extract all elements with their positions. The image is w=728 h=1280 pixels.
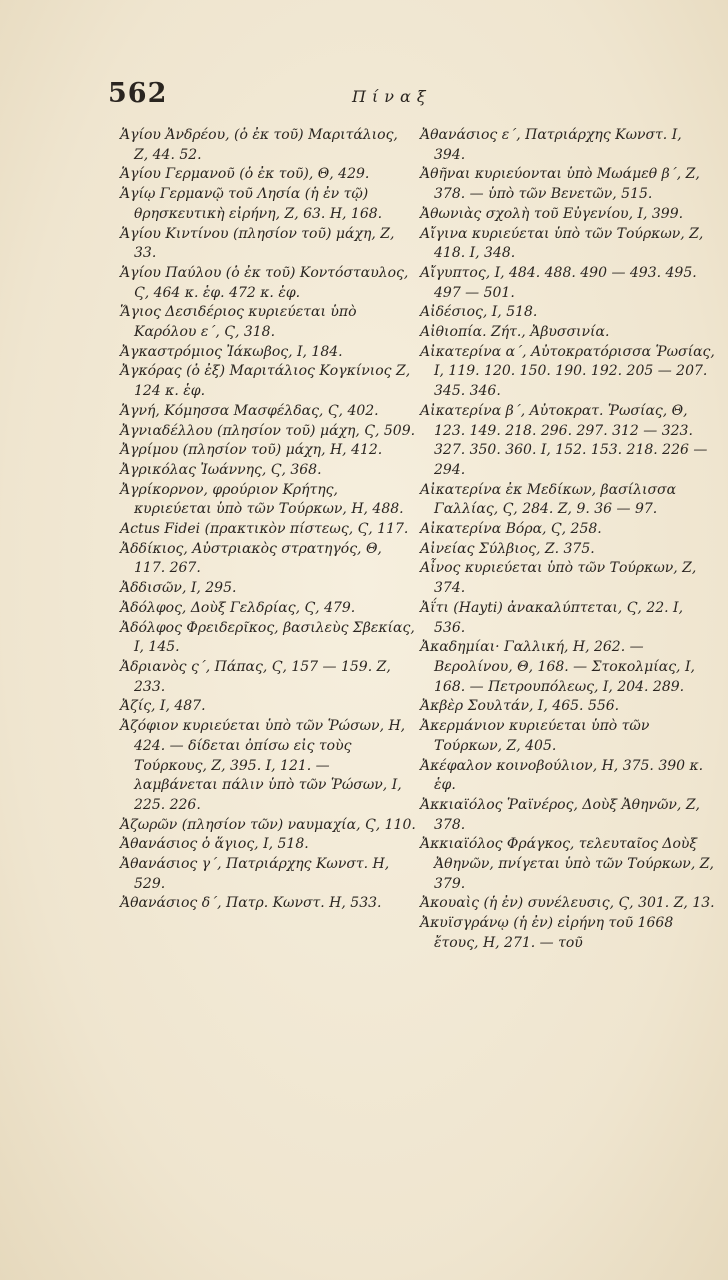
index-entry: Αἴγυπτος, Ι, 484. 488. 490 — 493. 495. 497 — 501. — [420, 264, 697, 301]
index-entry: Ἀθωνιὰς σχολὴ τοῦ Εὐγενίου, Ι, 399. — [420, 205, 684, 222]
index-entry: Ἁγίου Ἀνδρέου, (ὁ ἐκ τοῦ) Μαριτάλιος, Ζ, 44. 52. — [120, 127, 398, 163]
index-entry: Ἀδόλφος Φρειδερῖκος, βασιλεὺς Σβεκίας, Ι, 145. — [120, 619, 415, 656]
index-entry: Actus Fidei (πρακτικὸν πίστεως, Ϛ, 117. — [120, 521, 409, 538]
index-entry: Αἴγινα κυριεύεται ὑπὸ τῶν Τούρκων, Ζ, 418. Ι, 348. — [420, 225, 704, 262]
index-entry: Ἀκερμάνιον κυριεύεται ὑπὸ τῶν Τούρκων, Ζ, 405. — [420, 718, 650, 754]
page-header — [108, 78, 668, 114]
index-entry: Ἀγνιαδέλλου (πλησίον τοῦ) μάχη, Ϛ, 509. — [120, 422, 416, 439]
running-title: Πίναξ — [352, 87, 432, 106]
index-entry: Ἀκουαὶς (ἡ ἐν) συνέλευσις, Ϛ, 301. Ζ, 13. — [420, 895, 715, 912]
index-entry: Ἀγρίμου (πλησίον τοῦ) μάχη, Η, 412. — [120, 442, 383, 459]
index-entry: Αἰκατερίνα ἐκ Μεδίκων, βασίλισσα Γαλλίας, Ϛ, 284. Ζ, 9. 36 — 97. — [420, 481, 677, 518]
index-entry: Ἀδδίκιος, Αὐστριακὸς στρατηγός, Θ, 117. 267. — [120, 540, 382, 577]
index-entry: Αἰκατερίνα α΄, Αὐτοκρατόρισσα Ῥωσίας, Ι, 119. 120. 150. 190. 192. 205 — 207. 345. 346. — [420, 343, 715, 400]
index-entry: Αἰθιοπία. Ζήτ., Ἀβυσσινία. — [420, 324, 610, 341]
index-column-right — [416, 126, 716, 954]
index-entry: Ἀκέφαλον κοινοβούλιον, Η, 375. 390 κ. ἑφ. — [420, 757, 704, 794]
index-entry: Αἰδέσιος, Ι, 518. — [420, 304, 538, 321]
index-entry: Ἀζωρῶν (πλησίον τῶν) ναυμαχία, Ϛ, 110. — [120, 816, 416, 833]
index-entry: Ἀγκαστρόμιος Ἰάκωβος, Ι, 184. — [120, 343, 343, 360]
index-entry: Ἀγρίκορνον, φρούριον Κρήτης, κυριεύεται ὑπὸ τῶν Τούρκων, Η, 488. — [120, 481, 404, 518]
index-entry: Αἰκατερίνα β΄, Αὐτοκρατ. Ῥωσίας, Θ, 123. 149. 218. 296. 297. 312 — 323. 327. 350. 360. Ι, 152. 153. 218. 226 — 294. — [420, 402, 708, 478]
index-entry: Ἀθῆναι κυριεύονται ὑπὸ Μωάμεθ β΄, Ζ, 378. — ὑπὸ τῶν Βενετῶν, 515. — [420, 166, 700, 203]
index-entry: Ἀθανάσιος δ΄, Πατρ. Κωνστ. Η, 533. — [120, 895, 382, 912]
page-number: 562 — [108, 78, 168, 109]
index-entry: Αἰκατερίνα Βόρα, Ϛ, 258. — [420, 521, 602, 538]
index-entry: Ἀδδισῶν, Ι, 295. — [120, 580, 237, 597]
index-entry: Ἁγνή, Κόμησσα Μασφέλδας, Ϛ, 402. — [120, 402, 379, 419]
index-entry: Αἶνος κυριεύεται ὑπὸ τῶν Τούρκων, Ζ, 374. — [420, 560, 697, 597]
index-entry: Ἁγίῳ Γερμανῷ τοῦ Λησία (ἡ ἐν τῷ) θρησκευτικὴ εἰρήνη, Ζ, 63. Η, 168. — [120, 186, 383, 222]
index-entry: Ἁγίου Κιντίνου (πλησίον τοῦ) μάχη, Ζ, 33. — [120, 225, 395, 262]
index-entry: Ἀθανάσιος γ΄, Πατριάρχης Κωνστ. Η, 529. — [120, 856, 390, 892]
index-column-left — [116, 126, 416, 914]
index-entry: Ἀκαδημίαι· Γαλλική, Η, 262. — Βερολίνου, Θ, 168. — Στοκολμίας, Ι, 168. — Πετρουπόλεως, Ι, 204. 289. — [420, 639, 695, 695]
index-entry: Ἁγίου Γερμανοῦ (ὁ ἐκ τοῦ), Θ, 429. — [120, 166, 370, 183]
index-entry: Αἰνείας Σύλβιος, Ζ. 375. — [420, 540, 595, 557]
index-entry: Ἀθανάσιος ε΄, Πατριάρχης Κωνστ. Ι, 394. — [420, 127, 682, 163]
index-entry: Ἀκυϊσγράνῳ (ἡ ἐν) εἰρήνη τοῦ 1668 ἔτους, Η, 271. — τοῦ — [420, 915, 674, 951]
index-entry: Ἀκβὲρ Σουλτάν, Ι, 465. 556. — [420, 698, 620, 715]
index-entry: Ἁγίου Παύλου (ὁ ἐκ τοῦ) Κοντόσταυλος, Ϛ, 464 κ. ἑφ. 472 κ. ἑφ. — [120, 264, 409, 301]
index-entry: Ἀζόφιον κυριεύεται ὑπὸ τῶν Ῥώσων, Η, 424. — δίδεται ὀπίσω εἰς τοὺς Τούρκους, Ζ, 395. Ι, 121. — λαμβάνεται πάλιν ὑπὸ τῶν Ῥώσων, Ι, 225. 226. — [120, 718, 406, 813]
index-entry: Ἀδριανὸς ς΄, Πάπας, Ϛ, 157 — 159. Ζ, 233. — [120, 658, 391, 695]
index-entry: Ἀγρικόλας Ἰωάννης, Ϛ, 368. — [120, 461, 322, 478]
index-entry: Ἀζίς, Ι, 487. — [120, 698, 206, 715]
index-entry: Ἀΐτι (Hayti) ἀνακαλύπτεται, Ϛ, 22. Ι, 536. — [420, 599, 684, 636]
index-entry: Ἀθανάσιος ὁ ἅγιος, Ι, 518. — [120, 836, 309, 853]
index-entry: Ἀκκιαϊόλος Ῥαϊνέρος, Δοὺξ Ἀθηνῶν, Ζ, 378. — [420, 796, 701, 833]
index-entry: Ἅγιος Δεσιδέριος κυριεύεται ὑπὸ Καρόλου ε΄, Ϛ, 318. — [120, 304, 357, 341]
index-entry: Ἀγκόρας (ὁ ἐξ) Μαριτάλιος Κογκίνιος Ζ, 124 κ. ἑφ. — [120, 363, 411, 400]
index-entry: Ἀκκιαϊόλος Φράγκος, τελευταῖος Δοὺξ Ἀθηνῶν, πνίγεται ὑπὸ τῶν Τούρκων, Ζ, 379. — [420, 836, 714, 892]
index-entry: Ἀδόλφος, Δοὺξ Γελδρίας, Ϛ, 479. — [120, 599, 356, 616]
